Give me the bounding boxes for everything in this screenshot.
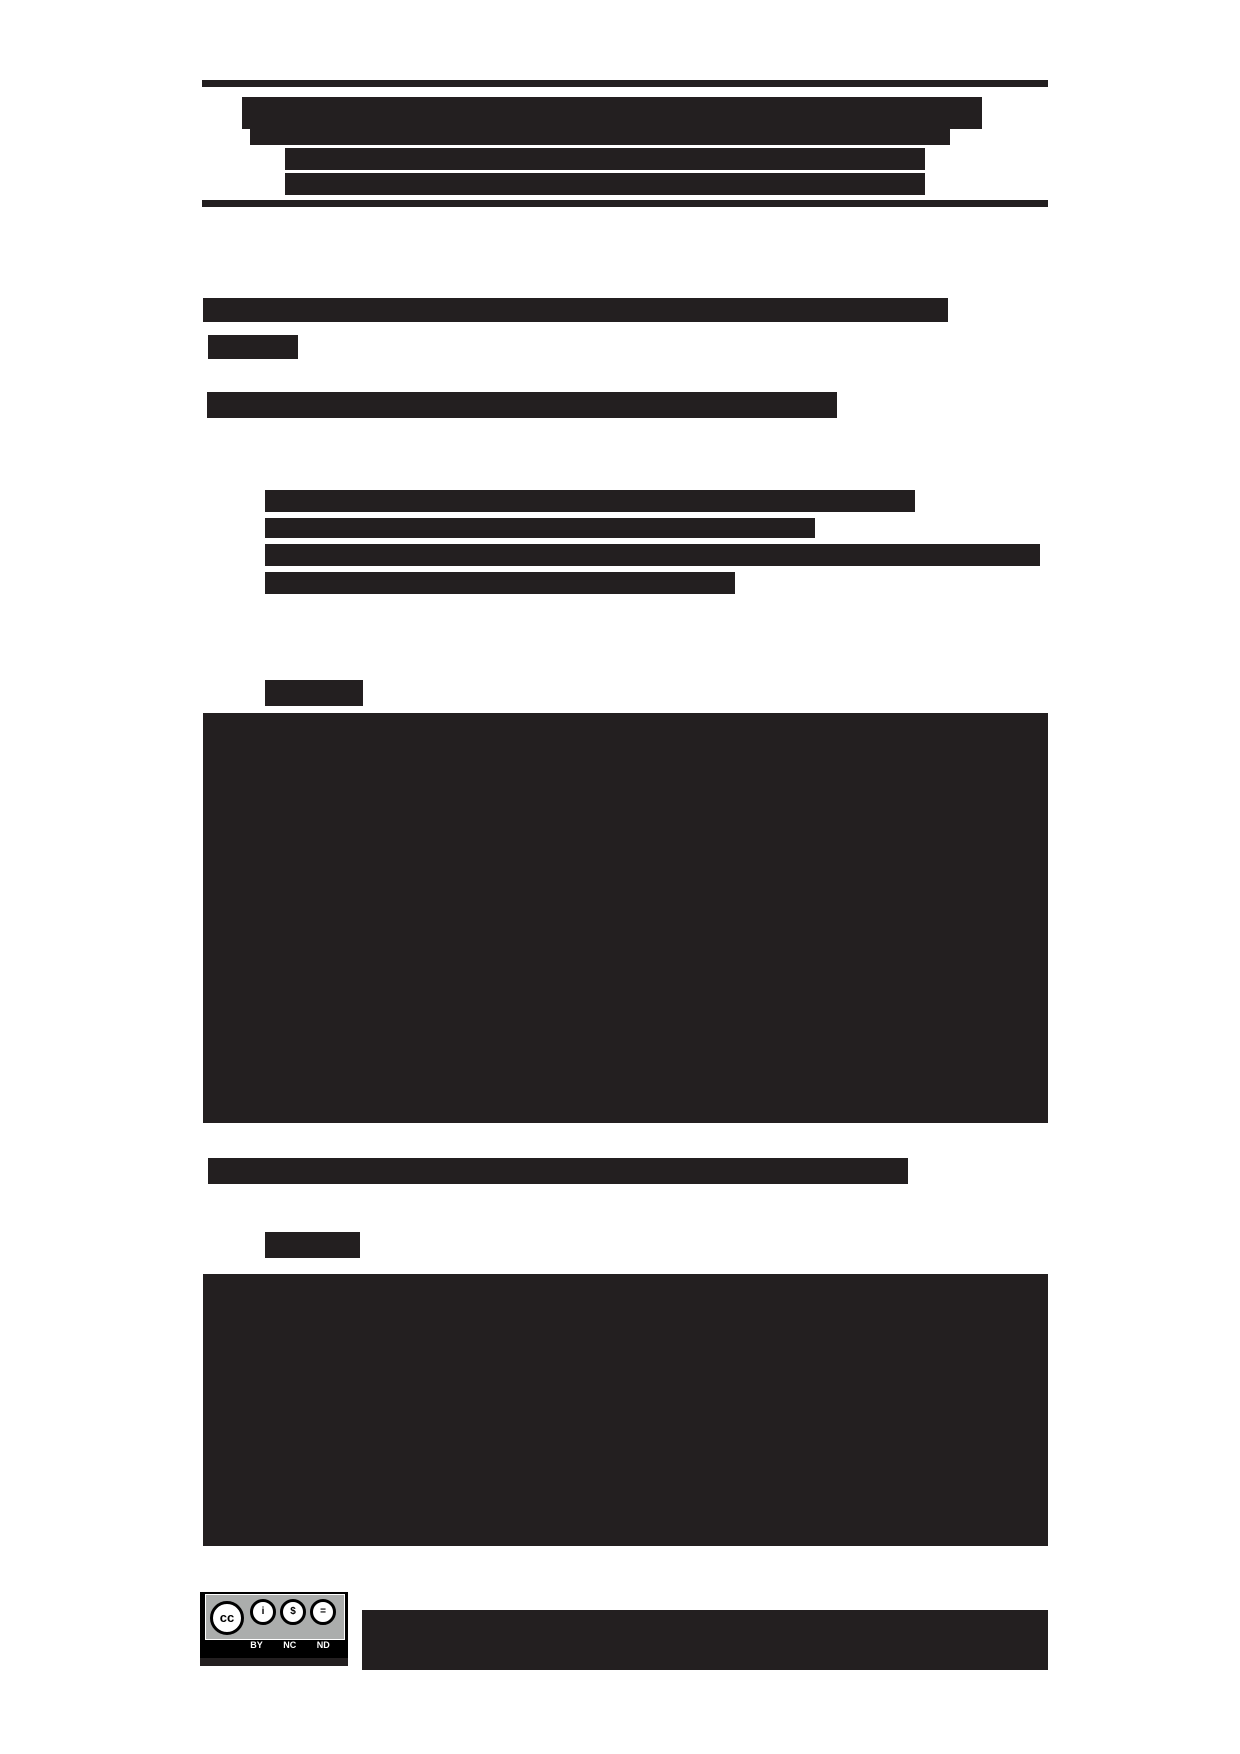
header-bottom-rule [202, 200, 1048, 207]
license-nc-label: NC [283, 1640, 297, 1650]
keywords [208, 1158, 908, 1184]
article-title-line2 [208, 335, 298, 359]
header-top-rule [202, 80, 1048, 87]
abstract-heading [265, 680, 363, 706]
journal-info-line [285, 173, 925, 195]
authors [207, 392, 837, 418]
license-text [362, 1610, 1048, 1670]
cc-license-badge [200, 1592, 348, 1666]
noncommercial-icon: $ [280, 1599, 306, 1625]
introduction-body [203, 1274, 1048, 1546]
journal-info-line [285, 148, 925, 170]
cc-icon: cc [210, 1601, 244, 1635]
introduction-heading [265, 1232, 360, 1258]
license-by-label: BY [250, 1640, 263, 1650]
cc-badge-footer [200, 1658, 348, 1666]
article-title [203, 298, 948, 322]
attribution-icon: i [250, 1599, 276, 1625]
journal-info-line [250, 123, 950, 145]
abstract-body [203, 713, 1048, 1123]
license-nd-label: ND [316, 1640, 330, 1650]
noderivatives-icon: = [310, 1599, 336, 1625]
